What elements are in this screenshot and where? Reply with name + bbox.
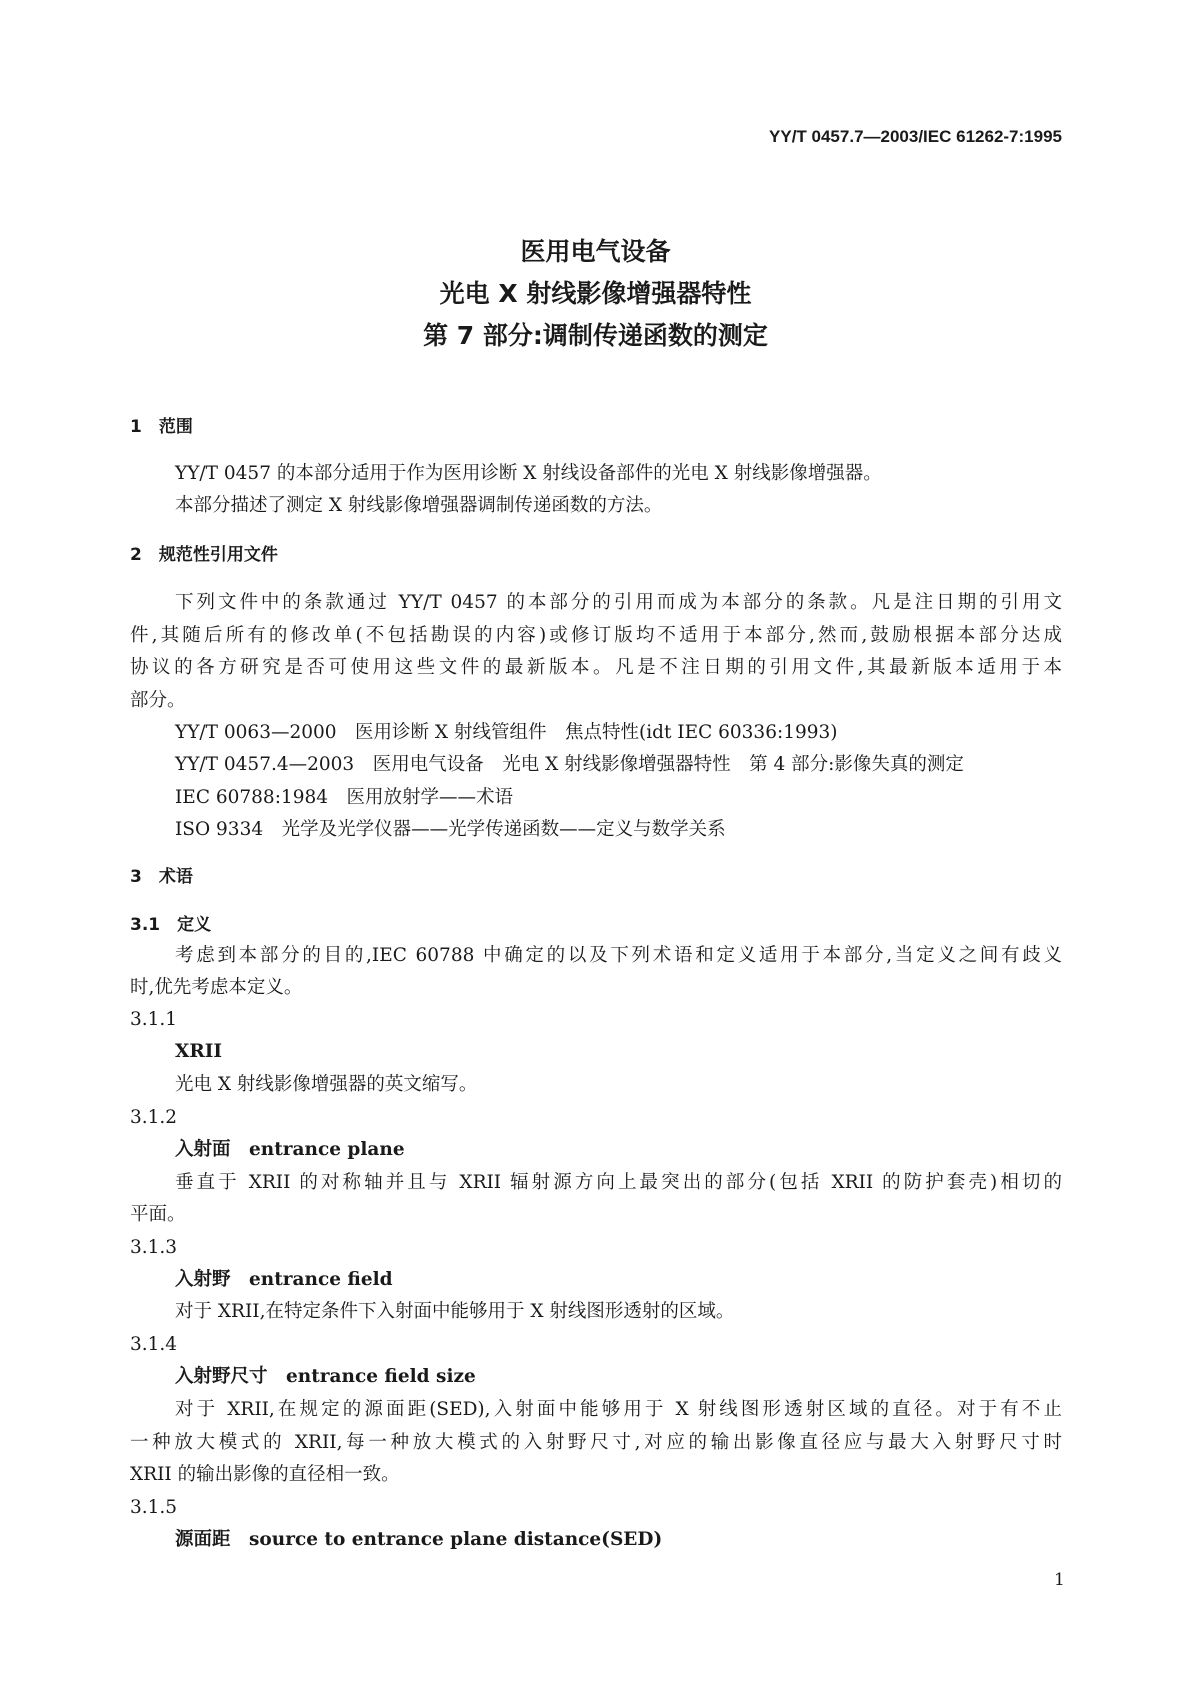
- document-header: YY/T 0457.7—2003/IEC 61262-7:1995: [769, 127, 1062, 146]
- reference-item: YY/T 0063—2000 医用诊断 X 射线管组件 焦点特性(idt IEC 60336:1993): [175, 722, 838, 743]
- term-number: 3.1.2: [130, 1107, 178, 1128]
- term-definition: 光电 X 射线影像增强器的英文缩写。: [175, 1074, 478, 1095]
- term-name: 源面距 source to entrance plane distance(SED): [175, 1529, 663, 1550]
- term-number: 3.1.4: [130, 1334, 178, 1355]
- term-definition: XRII 的输出影像的直径相一致。: [130, 1464, 400, 1485]
- term-name: 入射面 entrance plane: [175, 1139, 405, 1160]
- paragraph-line: YY/T 0457 的本部分适用于作为医用诊断 X 射线设备部件的光电 X 射线影像增强器。: [175, 463, 882, 484]
- paragraph-line: 部分。: [130, 690, 186, 711]
- term-name: XRII: [175, 1041, 223, 1062]
- term-number: 3.1.5: [130, 1497, 178, 1518]
- section-3-1-heading: 3.1 定义: [130, 915, 212, 935]
- section-3-heading: 3 术语: [130, 867, 193, 887]
- term-definition: 平面。: [130, 1204, 186, 1225]
- section-2-heading: 2 规范性引用文件: [130, 545, 278, 565]
- section-1-heading: 1 范围: [130, 417, 193, 437]
- term-name: 入射野 entrance field: [175, 1269, 393, 1290]
- term-number: 3.1.1: [130, 1009, 178, 1030]
- title-line-1: 医用电气设备: [520, 237, 671, 266]
- paragraph-line: 件,其随后所有的修改单(不包括勘误的内容)或修订版均不适用于本部分,然而,鼓励根据本部分达成: [130, 625, 1062, 646]
- title-line-2: 光电 X 射线影像增强器特性: [439, 279, 752, 308]
- paragraph-line: 时,优先考虑本定义。: [130, 977, 303, 998]
- paragraph-line: 本部分描述了测定 X 射线影像增强器调制传递函数的方法。: [175, 495, 663, 516]
- reference-item: YY/T 0457.4—2003 医用电气设备 光电 X 射线影像增强器特性 第 4 部分:影像失真的测定: [175, 754, 964, 775]
- term-name: 入射野尺寸 entrance field size: [175, 1366, 476, 1387]
- term-definition: 垂直于 XRII 的对称轴并且与 XRII 辐射源方向上最突出的部分(包括 XRII 的防护套壳)相切的: [175, 1172, 1062, 1193]
- term-definition: 对于 XRII,在规定的源面距(SED),入射面中能够用于 X 射线图形透射区域的直径。对于有不止: [175, 1399, 1062, 1420]
- page-number: 1: [1054, 1570, 1065, 1590]
- term-definition: 对于 XRII,在特定条件下入射面中能够用于 X 射线图形透射的区域。: [175, 1301, 735, 1322]
- term-number: 3.1.3: [130, 1237, 178, 1258]
- title-line-3: 第 7 部分:调制传递函数的测定: [423, 321, 768, 350]
- paragraph-line: 下列文件中的条款通过 YY/T 0457 的本部分的引用而成为本部分的条款。凡是注日期的引用文: [175, 592, 1062, 613]
- reference-item: ISO 9334 光学及光学仪器——光学传递函数——定义与数学关系: [175, 819, 726, 840]
- reference-item: IEC 60788:1984 医用放射学——术语: [175, 787, 514, 808]
- paragraph-line: 考虑到本部分的目的,IEC 60788 中确定的以及下列术语和定义适用于本部分,当定义之间有歧义: [175, 945, 1062, 966]
- paragraph-line: 协议的各方研究是否可使用这些文件的最新版本。凡是不注日期的引用文件,其最新版本适用于本: [130, 657, 1062, 678]
- term-definition: 一种放大模式的 XRII,每一种放大模式的入射野尺寸,对应的输出影像直径应与最大入射野尺寸时: [130, 1432, 1062, 1453]
